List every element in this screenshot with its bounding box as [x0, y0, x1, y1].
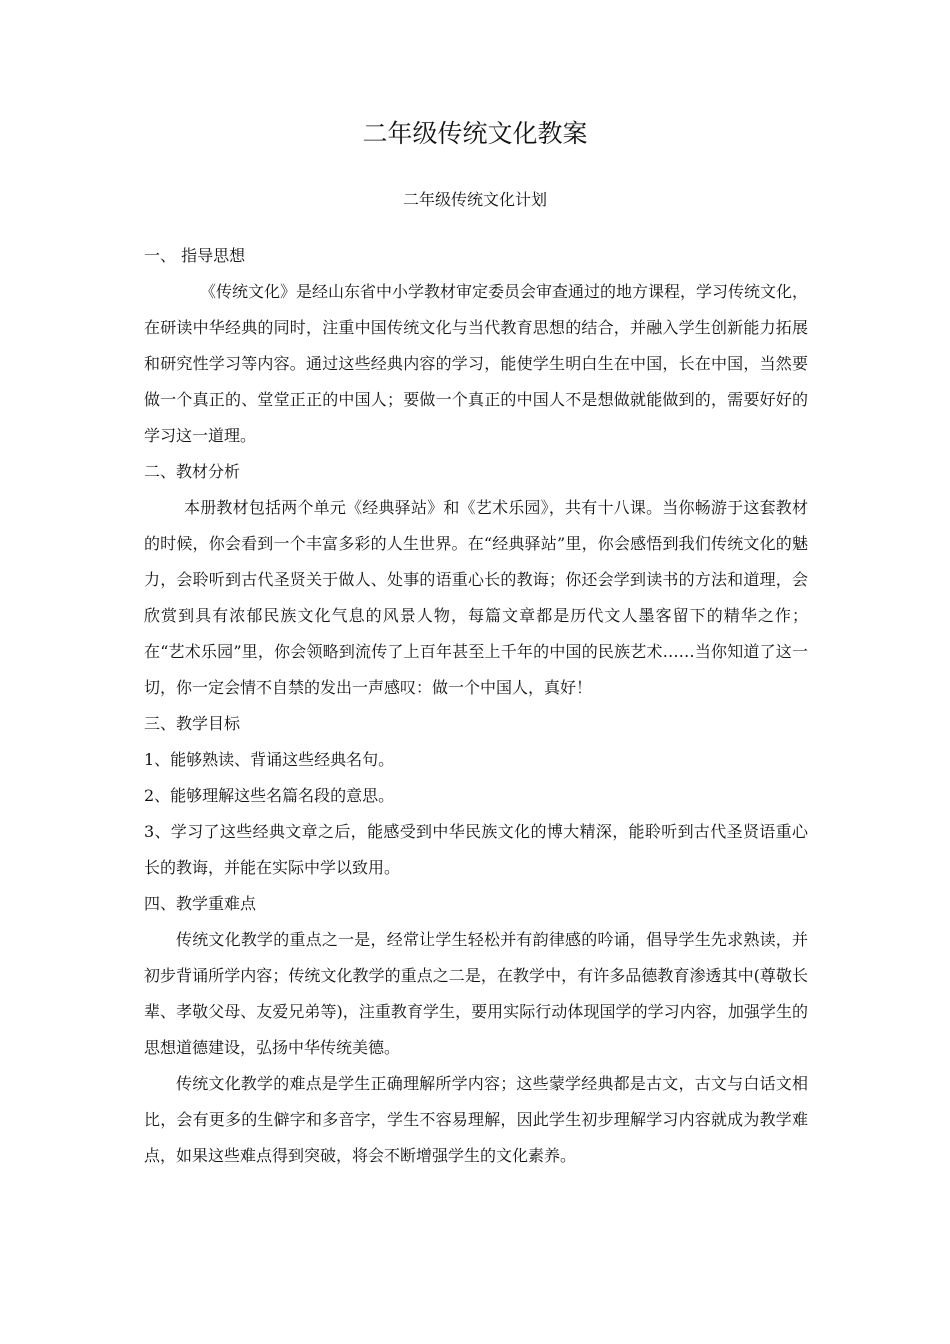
- document-subtitle: 二年级传统文化计划: [402, 190, 547, 209]
- section-4-paragraph: 传统文化教学的重点之一是，经常让学生轻松并有韵律感的吟诵，倡导学生先求熟读，并初步背诵所学内容；传统文化教学的重点之二是，在教学中，有许多品德教育渗透其中(尊敬长辈、孝敬父母、友爱兄弟等)，注重教育学生，要用实际行动体现国学的学习内容，加强学生的思想道德建设，弘扬中华传统美德。: [144, 930, 808, 1057]
- section-3-heading: 三、教学目标: [144, 714, 241, 733]
- section-2-paragraph: 本册教材包括两个单元《经典驿站》和《艺术乐园》，共有十八课。当你畅游于这套教材的时候，你会看到一个丰富多彩的人生世界。在“经典驿站”里，你会感悟到我们传统文化的魅力，会聆听到古代圣贤关于做人、处事的语重心长的教诲；你还会学到读书的方法和道理，会欣赏到具有浓郁民族文化气息的风景人物，每篇文章都是历代文人墨客留下的精华之作；在“艺术乐园”里，你会领略到流传了上百年甚至上千年的中国的民族艺术……当你知道了这一切，你一定会情不自禁的发出一声感叹：做一个中国人，真好！: [144, 498, 808, 697]
- objective-item: 2、能够理解这些名篇名段的意思。: [144, 786, 395, 805]
- section-4-heading: 四、教学重难点: [144, 894, 257, 913]
- objective-item: 3、学习了这些经典文章之后，能感受到中华民族文化的博大精深，能聆听到古代圣贤语重心长的教诲，并能在实际中学以致用。: [144, 822, 808, 877]
- section-1-heading: 一、 指导思想: [144, 246, 246, 265]
- objective-item: 1、能够熟读、背诵这些经典名句。: [144, 750, 395, 769]
- section-1-paragraph: 《传统文化》是经山东省中小学教材审定委员会审查通过的地方课程，学习传统文化，在研读中华经典的同时，注重中国传统文化与当代教育思想的结合，并融入学生创新能力拓展和研究性学习等内容。通过这些经典内容的学习，能使学生明白生在中国，长在中国，当然要做一个真正的、堂堂正正的中国人；要做一个真正的中国人不是想做就能做到的，需要好好的学习这一道理。: [144, 282, 809, 445]
- document-title: 二年级传统文化教案: [362, 119, 588, 148]
- section-4-paragraph: 传统文化教学的难点是学生正确理解所学内容；这些蒙学经典都是古文，古文与白话文相比，会有更多的生僻字和多音字，学生不容易理解，因此学生初步理解学习内容就成为教学难点，如果这些难点得到突破，将会不断增强学生的文化素养。: [144, 1074, 808, 1165]
- document-body: [144, 238, 808, 1174]
- section-2-heading: 二、教材分析: [144, 462, 241, 481]
